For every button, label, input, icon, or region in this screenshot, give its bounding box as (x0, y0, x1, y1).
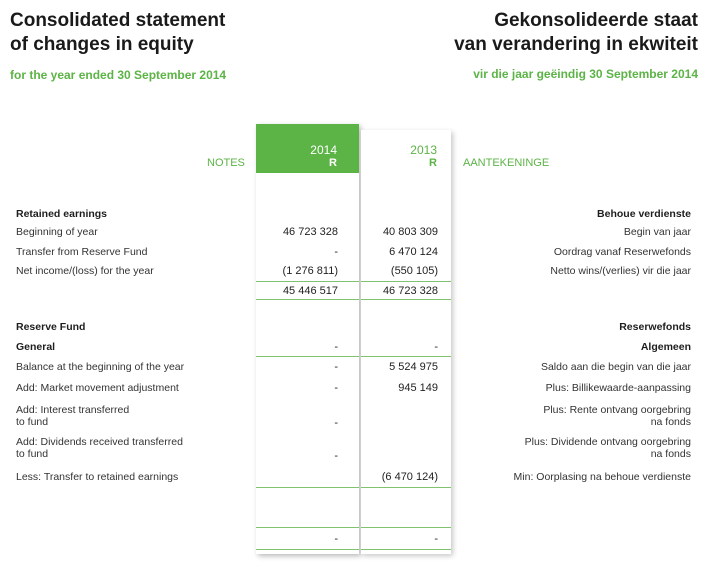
subtotal-2013: 46 723 328 (382, 285, 438, 297)
row-label-af: Behoue verdienste (597, 208, 691, 220)
subtotal-2014: 45 446 517 (282, 285, 338, 297)
value-2014: 46 723 328 (282, 226, 338, 238)
final-value-2014: - (334, 533, 338, 545)
value-2014: - (334, 361, 338, 373)
title-en-line1: Consolidated statement (10, 10, 226, 31)
row-label-af: Algemeen (640, 341, 691, 353)
row-label-en: General (16, 341, 56, 353)
value-2014: - (334, 450, 338, 462)
row-label-en: Add: Market movement adjustment (16, 382, 179, 394)
year-2013-label: 2013 (410, 143, 437, 157)
value-2013: 945 149 (398, 382, 438, 394)
subtotal-line-2014 (256, 281, 359, 282)
row-label-af: Plus: Billikewaarde-aanpassing (545, 382, 691, 394)
value-2013: - (434, 341, 438, 353)
total-line-2014 (256, 299, 359, 300)
row-label-en: Add: Dividends received transferred (16, 436, 183, 448)
row-label-en-cont: to fund (16, 448, 49, 460)
row-label-en: Retained earnings (16, 208, 108, 220)
bottom-line-2013 (361, 487, 451, 488)
row-label-en: Transfer from Reserve Fund (16, 246, 148, 258)
bottom-line-2014 (256, 487, 359, 488)
value-2013: 40 803 309 (382, 226, 438, 238)
row-label-af: Saldo aan die begin van die jaar (540, 361, 691, 373)
row-label-en: Reserve Fund (16, 321, 86, 333)
final-line-2013 (361, 527, 451, 528)
row-label-af-cont: na fonds (650, 416, 691, 428)
value-2014: - (334, 417, 338, 429)
row-label-af: Reserwefonds (619, 321, 691, 333)
row-label-en: Net income/(loss) for the year (16, 265, 154, 277)
row-label-af: Oordrag vanaf Reserwefonds (553, 246, 691, 258)
end-line-2013 (361, 549, 451, 550)
value-2014: - (334, 341, 338, 353)
title-en-line2: of changes in equity (10, 34, 194, 55)
general-line-2013 (361, 356, 451, 357)
value-2013: 6 470 124 (389, 246, 438, 258)
year-2013-unit: R (429, 157, 437, 169)
value-2013: 5 524 975 (389, 361, 438, 373)
value-2013: (550 105) (390, 265, 438, 277)
row-label-en-cont: to fund (16, 416, 49, 428)
general-line-2014 (256, 356, 359, 357)
year-2014-label: 2014 (310, 143, 337, 157)
final-value-2013: - (434, 533, 438, 545)
row-label-en: Less: Transfer to retained earnings (16, 471, 179, 483)
value-2014: - (334, 246, 338, 258)
notes-header: NOTES (207, 157, 245, 169)
value-2014: - (334, 382, 338, 394)
column-2014-panel (256, 124, 359, 554)
value-2014: (1 276 811) (282, 265, 338, 277)
end-line-2014 (256, 549, 359, 550)
row-label-en: Balance at the beginning of the year (16, 361, 185, 373)
row-label-af: Begin van jaar (623, 226, 691, 238)
final-line-2014 (256, 527, 359, 528)
row-label-af: Plus: Rente ontvang oorgebring (543, 404, 691, 416)
subtitle-en: for the year ended 30 September 2014 (10, 68, 227, 82)
row-label-af: Min: Oorplasing na behoue verdienste (513, 471, 691, 483)
row-label-af: Plus: Dividende ontvang oorgebring (524, 436, 691, 448)
row-label-en: Add: Interest transferred (16, 404, 130, 416)
row-label-en: Beginning of year (16, 226, 98, 238)
row-label-af: Netto wins/(verlies) vir die jaar (550, 265, 691, 277)
title-af-line2: van verandering in ekwiteit (454, 34, 698, 55)
subtitle-af: vir die jaar geëindig 30 September 2014 (473, 67, 698, 81)
notes-af-header: AANTEKENINGE (463, 157, 550, 169)
row-label-af-cont: na fonds (650, 448, 691, 460)
subtotal-line-2013 (361, 281, 451, 282)
title-af-line1: Gekonsolideerde staat (494, 10, 698, 31)
value-2013: (6 470 124) (381, 471, 438, 483)
year-2014-unit: R (329, 157, 337, 169)
total-line-2013 (361, 299, 451, 300)
